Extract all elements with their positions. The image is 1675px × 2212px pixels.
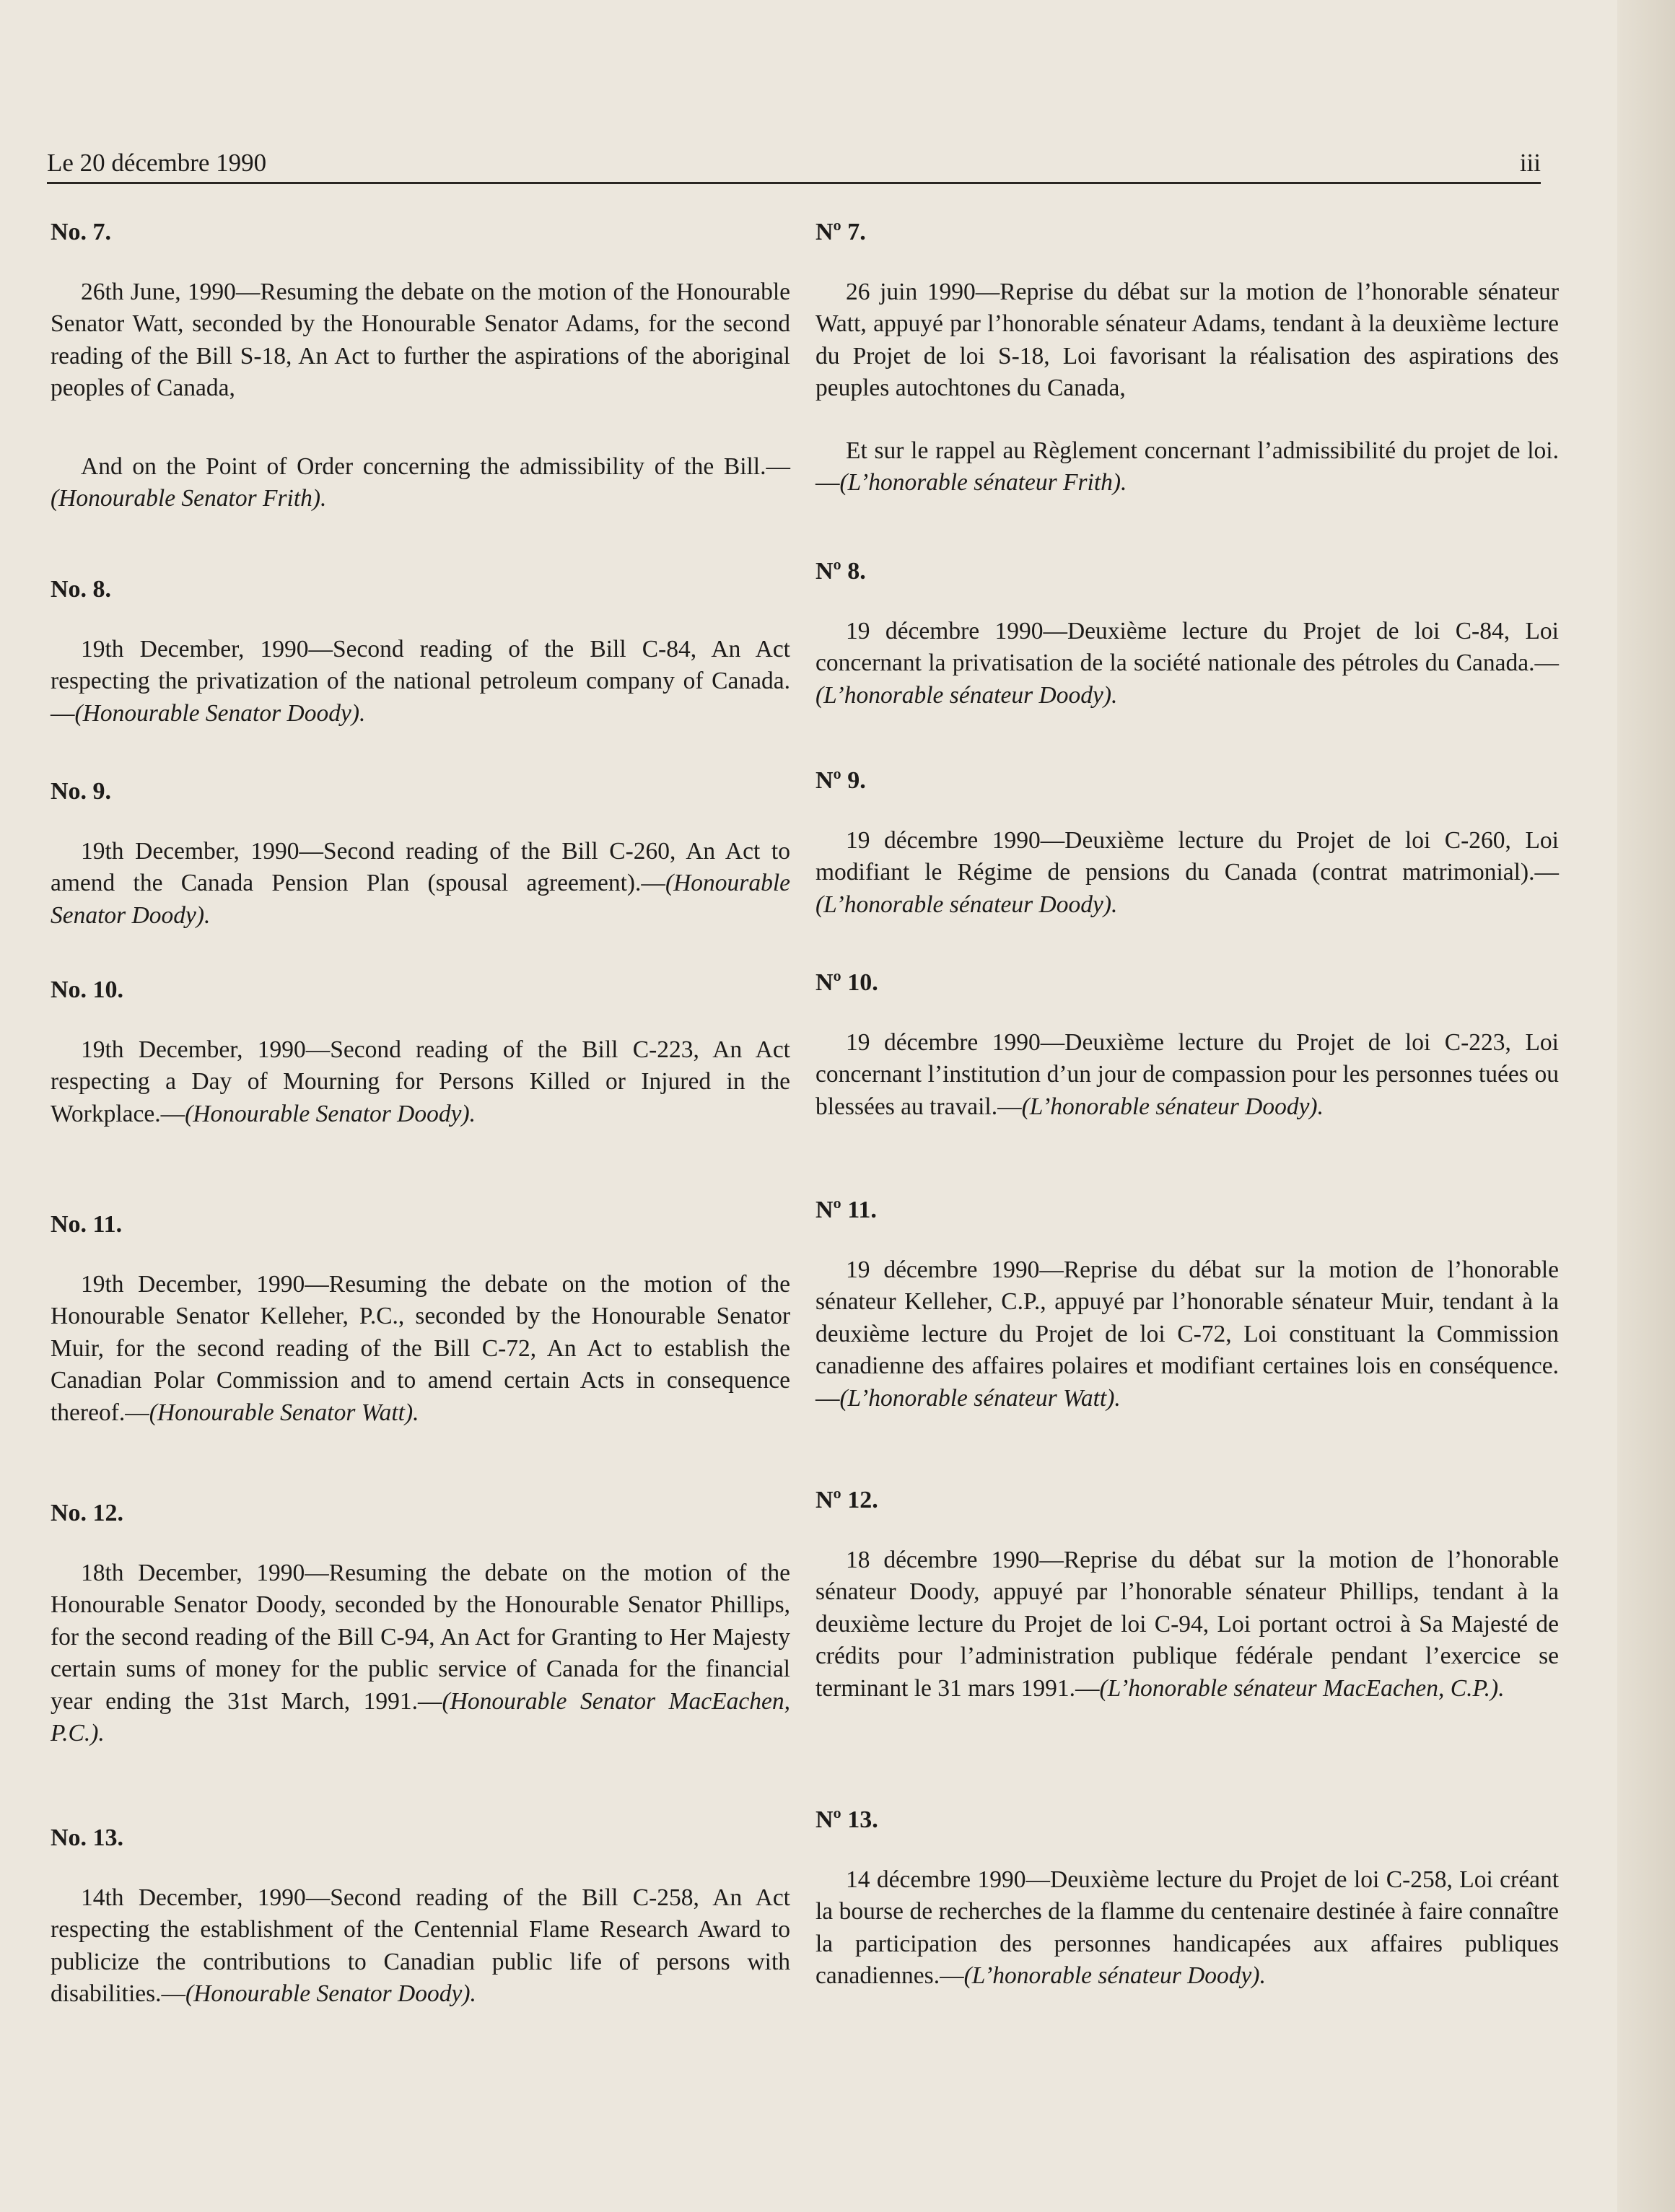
entry-sponsor: (Honourable Senator Doody). — [185, 1980, 476, 2007]
entry-sponsor: (Honourable Senator Watt). — [149, 1399, 419, 1426]
order-entry-fr-7 — [815, 217, 1559, 527]
entry-sponsor: (Honourable Senator Frith). — [51, 485, 327, 512]
entry-paragraph — [815, 616, 1559, 712]
order-entry-en-11 — [51, 1209, 790, 1456]
entry-text: And on the Point of Order concerning the admissibility of the Bill.— — [81, 453, 790, 480]
order-entry-fr-13 — [815, 1804, 1559, 2020]
order-entry-fr-12 — [815, 1485, 1559, 1732]
entry-number: Nº 12. — [815, 1487, 878, 1513]
entry-paragraph — [815, 825, 1559, 922]
entry-paragraph — [815, 1864, 1559, 1993]
entry-paragraph — [51, 1882, 790, 2011]
entry-number: Nº 10. — [815, 969, 878, 996]
entry-paragraph — [51, 1269, 790, 1430]
entry-sponsor: (Honourable Senator MacEachen, P.C.). — [51, 1687, 790, 1747]
order-entry-en-7 — [51, 217, 790, 543]
entry-text: 19th December, 1990—Second reading of the Bill C-223, An Act respecting a Day of Mourning for Persons Killed or Injured in the Workplace.— — [51, 1036, 790, 1127]
entry-number: No. 9. — [51, 778, 112, 805]
entry-paragraph — [815, 1027, 1559, 1124]
entry-paragraph — [815, 435, 1559, 499]
entry-paragraph — [51, 1034, 790, 1131]
order-entry-en-9 — [51, 776, 790, 959]
entry-paragraph — [815, 1544, 1559, 1705]
entry-paragraph — [51, 276, 790, 405]
entry-text: 26th June, 1990—Resuming the debate on the motion of the Honourable Senator Watt, seconded by the Honourable Senator Adams, for the second reading of the Bill S-18, An Act to further the aspirations of the aboriginal peoples of Canada, — [51, 278, 790, 401]
order-entry-fr-10 — [815, 967, 1559, 1150]
entry-text: 18 décembre 1990—Reprise du débat sur la motion de l’honorable sénateur Doody, appuyé par l’honorable sénateur Phillips, tendant à la deuxième lecture du Projet de loi C-94, Loi portant octroi à Sa Majesté de crédits pour l’administration publique fédérale pendant l’exercice se terminant le 31 mars 1991.— — [815, 1546, 1559, 1702]
entry-text: 19th December, 1990—Second reading of the Bill C-260, An Act to amend the Canada Pension Plan (spousal agreement).— — [51, 837, 790, 896]
entry-number: No. 11. — [51, 1211, 123, 1238]
entry-paragraph — [815, 276, 1559, 405]
entry-text: 19 décembre 1990—Deuxième lecture du Projet de loi C-260, Loi modifiant le Régime de pensions du Canada (contrat matrimonial).— — [815, 826, 1559, 886]
entry-text: 19th December, 1990—Resuming the debate on the motion of the Honourable Senator Kelleher, P.C., seconded by the Honourable Senator Muir, for the second reading of the Bill C-72, An Act to establish the Canadian Polar Commission and to amend certain Acts in consequence thereof.— — [51, 1270, 790, 1426]
entry-number: Nº 11. — [815, 1197, 877, 1223]
entry-sponsor: (L’honorable sénateur Doody). — [963, 1962, 1266, 1989]
entry-number: No. 12. — [51, 1500, 124, 1526]
entry-text: Et sur le rappel au Règlement concernant l’admissibilité du projet de loi.— — [815, 437, 1559, 496]
entry-number: Nº 9. — [815, 767, 866, 794]
order-entry-fr-8 — [815, 556, 1559, 739]
entry-sponsor: (L’honorable sénateur Watt). — [839, 1384, 1121, 1412]
entry-sponsor: (Honourable Senator Doody). — [51, 870, 790, 929]
order-entry-en-12 — [51, 1498, 790, 1778]
order-entry-en-13 — [51, 1822, 790, 2038]
entry-number: Nº 13. — [815, 1806, 878, 1833]
entry-paragraph — [51, 836, 790, 932]
entry-text: 19 décembre 1990—Deuxième lecture du Projet de loi C-223, Loi concernant l’institution d’un jour de compassion pour les personnes tuées ou blessées au travail.— — [815, 1028, 1559, 1120]
entry-text: 19 décembre 1990—Reprise du débat sur la motion de l’honorable sénateur Kelleher, C.P., appuyé par l’honorable sénateur Muir, tendant à la deuxième lecture du Projet de loi C-72, Loi constituant la Commission canadienne des affaires polaires et modifiant certaines lois en conséquence.— — [815, 1256, 1559, 1412]
entry-sponsor: (Honourable Senator Doody). — [185, 1100, 476, 1127]
entry-number: No. 10. — [51, 976, 124, 1003]
entry-sponsor: (Honourable Senator Doody). — [74, 699, 366, 727]
order-entry-fr-11 — [815, 1194, 1559, 1442]
running-head — [47, 144, 1541, 184]
entry-sponsor: (L’honorable sénateur MacEachen, C.P.). — [1099, 1674, 1505, 1702]
page-number: iii — [1519, 149, 1541, 177]
entry-paragraph — [51, 1557, 790, 1750]
entry-number: No. 13. — [51, 1824, 124, 1851]
entry-text: 18th December, 1990—Resuming the debate on the motion of the Honourable Senator Doody, seconded by the Honourable Senator Phillips, for the second reading of the Bill C-94, An Act for Granting to Her Majesty certain sums of money for the public service of Canada for the financial year ending the 31st March, 1991.— — [51, 1559, 790, 1715]
entry-text: 14th December, 1990—Second reading of the Bill C-258, An Act respecting the establishment of the Centennial Flame Research Award to publicize the contributions to Canadian public life of persons with disabilities.— — [51, 1884, 790, 2007]
entry-sponsor: (L’honorable sénateur Doody). — [815, 891, 1118, 918]
order-entry-fr-9 — [815, 765, 1559, 948]
entry-sponsor: (L’honorable sénateur Doody). — [1021, 1093, 1324, 1120]
page-edge — [1617, 0, 1675, 2212]
entry-paragraph — [51, 451, 790, 515]
entry-text: 26 juin 1990—Reprise du débat sur la motion de l’honorable sénateur Watt, appuyé par l’honorable sénateur Adams, tendant à la deuxième lecture du Projet de loi S-18, Loi favorisant la réalisation des aspirations des peuples autochtones du Canada, — [815, 278, 1559, 401]
order-entry-en-10 — [51, 974, 790, 1158]
entry-text: 19th December, 1990—Second reading of the Bill C-84, An Act respecting the privatization of the national petroleum company of Canada.— — [51, 635, 790, 727]
entry-number: No. 7. — [51, 219, 112, 245]
entry-paragraph — [51, 634, 790, 730]
entry-number: No. 8. — [51, 576, 112, 603]
entry-sponsor: (L’honorable sénateur Doody). — [815, 681, 1118, 709]
entry-text: 19 décembre 1990—Deuxième lecture du Projet de loi C-84, Loi concernant la privatisation de la société nationale des pétroles du Canada.— — [815, 617, 1559, 676]
entry-paragraph — [815, 1254, 1559, 1415]
entry-number: Nº 7. — [815, 219, 866, 245]
entry-text: 14 décembre 1990—Deuxième lecture du Projet de loi C-258, Loi créant la bourse de recherches de la flamme du centenaire destinée à faire connaître la participation des personnes handicapées aux affaires publiques canadiennes.— — [815, 1866, 1559, 1989]
order-entry-en-8 — [51, 574, 790, 757]
header-date: Le 20 décembre 1990 — [47, 149, 267, 177]
entry-sponsor: (L’honorable sénateur Frith). — [839, 469, 1127, 496]
entry-number: Nº 8. — [815, 558, 866, 585]
